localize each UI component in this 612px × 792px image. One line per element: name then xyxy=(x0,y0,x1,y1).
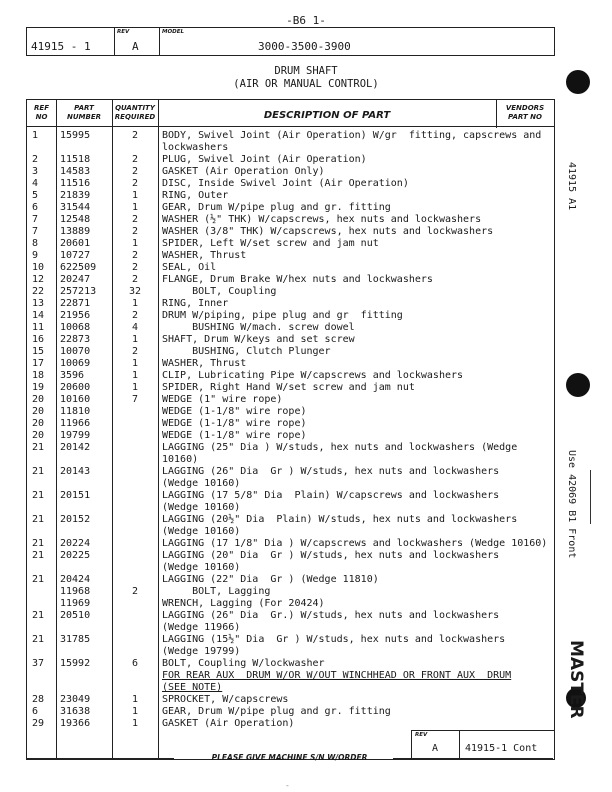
quantity: 2 xyxy=(131,274,139,285)
quantity: 2 xyxy=(131,130,139,141)
part-number: 11969 xyxy=(60,598,91,609)
col-quantity-required: QUANTITY REQUIRED xyxy=(114,104,156,121)
quantity: 1 xyxy=(131,718,139,729)
description: LAGGING (22" Dia Gr ) (Wedge 11810) xyxy=(162,574,379,585)
quantity: 2 xyxy=(131,166,139,177)
quantity: 1 xyxy=(131,202,139,213)
ref-no: 18 xyxy=(32,370,45,381)
description: SPIDER, Left W/set screw and jam nut xyxy=(162,238,379,249)
continued-note: 41915-1 Cont xyxy=(465,743,538,754)
description: WEDGE (1" wire rope) xyxy=(162,394,283,405)
page-title: DRUM SHAFT xyxy=(274,65,338,77)
footer-note: PLEASE GIVE MACHINE S/N W/ORDER xyxy=(211,753,368,762)
part-number: 20424 xyxy=(60,574,91,585)
side-note-use: Use 42069 B1 Front xyxy=(566,450,577,559)
margin-rule xyxy=(590,470,591,524)
description: LAGGING (26" Dia Gr.) W/studs, hex nuts and lockwashers (Wedge 11966) xyxy=(162,610,500,633)
ref-no: 9 xyxy=(32,250,39,261)
ref-no: 17 xyxy=(32,358,45,369)
description: BUSHING, Clutch Plunger xyxy=(162,346,331,357)
description: BOLT, Lagging xyxy=(162,586,271,597)
punch-hole xyxy=(566,373,590,397)
part-number: 21956 xyxy=(60,310,91,321)
description: BOLT, Coupling xyxy=(162,286,277,297)
description: BODY, Swivel Joint (Air Operation) W/gr fitting, capscrews and lockwashers xyxy=(162,130,542,153)
header-rev: A xyxy=(132,40,139,53)
description: LAGGING (20½" Dia Plain) W/studs, hex nuts and lockwashers (Wedge 10160) xyxy=(162,514,518,537)
ref-no: 11 xyxy=(32,322,45,333)
description: WASHER (½" THK) W/capscrews, hex nuts and lockwashers xyxy=(162,214,482,225)
col-ref-no: REF NO xyxy=(34,104,49,121)
part-number: 14583 xyxy=(60,166,91,177)
ref-no: 13 xyxy=(32,298,45,309)
ref-no: 21 xyxy=(32,550,45,561)
punch-hole xyxy=(566,70,590,94)
part-number: 10160 xyxy=(60,394,91,405)
description: WEDGE (1-1/8" wire rope) xyxy=(162,406,307,417)
quantity: 1 xyxy=(131,190,139,201)
description: PLUG, Swivel Joint (Air Operation) xyxy=(162,154,367,165)
quantity: 2 xyxy=(131,154,139,165)
part-number: 22871 xyxy=(60,298,91,309)
description: FOR REAR AUX DRUM W/OR W/OUT WINCHHEAD OR FRONT AUX DRUM (SEE NOTE) xyxy=(162,670,512,693)
scan-mark: - xyxy=(285,781,290,790)
part-number: 10069 xyxy=(60,358,91,369)
ref-no: 37 xyxy=(32,658,45,669)
description: GEAR, Drum W/pipe plug and gr. fitting xyxy=(162,706,391,717)
header-part-number: 41915 - 1 xyxy=(31,40,91,53)
part-number: 257213 xyxy=(60,286,97,297)
col-description: DESCRIPTION OF PART xyxy=(263,110,391,121)
description: GASKET (Air Operation Only) xyxy=(162,166,325,177)
ref-no: 20 xyxy=(32,418,45,429)
part-number: 20600 xyxy=(60,382,91,393)
description: WASHER (3/8" THK) W/capscrews, hex nuts and lockwashers xyxy=(162,226,494,237)
ref-no: 21 xyxy=(32,574,45,585)
header-box xyxy=(26,27,555,56)
description: LAGGING (26" Dia Gr ) W/studs, hex nuts and lockwashers (Wedge 10160) xyxy=(162,466,500,489)
ref-no: 21 xyxy=(32,610,45,621)
description: RING, Inner xyxy=(162,298,229,309)
ref-no: 1 xyxy=(32,130,39,141)
description: LAGGING (15½" Dia Gr ) W/studs, hex nuts and lockwashers (Wedge 19799) xyxy=(162,634,506,657)
part-number: 12548 xyxy=(60,214,91,225)
side-note-part-ref: 41915 A1 xyxy=(566,162,577,211)
ref-no: 21 xyxy=(32,634,45,645)
description: SPIDER, Right Hand W/set screw and jam nut xyxy=(162,382,415,393)
quantity: 1 xyxy=(131,370,139,381)
ref-no: 15 xyxy=(32,346,45,357)
ref-no: 7 xyxy=(32,214,39,225)
quantity: 1 xyxy=(131,358,139,369)
part-number: 10070 xyxy=(60,346,91,357)
ref-no: 7 xyxy=(32,226,39,237)
description: GEAR, Drum W/pipe plug and gr. fitting xyxy=(162,202,391,213)
description: DISC, Inside Swivel Joint (Air Operation) xyxy=(162,178,409,189)
quantity: 2 xyxy=(131,226,139,237)
description: BOLT, Coupling W/lockwasher xyxy=(162,658,325,669)
rev-label: REV xyxy=(117,29,130,35)
part-number-cell xyxy=(27,28,115,55)
ref-no: 21 xyxy=(32,442,45,453)
ref-no: 21 xyxy=(32,466,45,477)
part-number: 20601 xyxy=(60,238,91,249)
ref-no: 28 xyxy=(32,694,45,705)
table-header xyxy=(27,100,554,127)
ref-no: 8 xyxy=(32,238,39,249)
part-number: 23049 xyxy=(60,694,91,705)
master-stamp: MASTER xyxy=(566,640,586,719)
part-number: 22873 xyxy=(60,334,91,345)
quantity: 2 xyxy=(131,262,139,273)
description: GASKET (Air Operation) xyxy=(162,718,295,729)
quantity: 1 xyxy=(131,382,139,393)
part-number: 20224 xyxy=(60,538,91,549)
part-number: 10727 xyxy=(60,250,91,261)
description: DRUM W/piping, pipe plug and gr fitting xyxy=(162,310,403,321)
part-number: 20142 xyxy=(60,442,91,453)
quantity: 2 xyxy=(131,586,139,597)
description: WEDGE (1-1/8" wire rope) xyxy=(162,430,307,441)
ref-no: 5 xyxy=(32,190,39,201)
description: BUSHING W/mach. screw dowel xyxy=(162,322,355,333)
part-number: 3596 xyxy=(60,370,85,381)
part-number: 10068 xyxy=(60,322,91,333)
part-number: 20225 xyxy=(60,550,91,561)
ref-no: 21 xyxy=(32,538,45,549)
quantity: 1 xyxy=(131,298,139,309)
part-number: 21839 xyxy=(60,190,91,201)
ref-no: 14 xyxy=(32,310,45,321)
description: CLIP, Lubricating Pipe W/capscrews and lockwashers xyxy=(162,370,464,381)
ref-no: 12 xyxy=(32,274,45,285)
part-number: 19366 xyxy=(60,718,91,729)
description: RING, Outer xyxy=(162,190,229,201)
col-vendors-part-no: VENDORS PART NO xyxy=(505,104,545,121)
ref-no: 16 xyxy=(32,334,45,345)
part-number: 15995 xyxy=(60,130,91,141)
quantity: 6 xyxy=(131,658,139,669)
part-number: 622509 xyxy=(60,262,97,273)
part-number: 11518 xyxy=(60,154,91,165)
header-model: 3000-3500-3900 xyxy=(258,40,351,53)
footer xyxy=(26,753,553,763)
quantity: 4 xyxy=(131,322,139,333)
ref-no: 6 xyxy=(32,202,39,213)
part-number: 11966 xyxy=(60,418,91,429)
part-number: 20510 xyxy=(60,610,91,621)
ref-no: 19 xyxy=(32,382,45,393)
part-number: 31638 xyxy=(60,706,91,717)
ref-no: 10 xyxy=(32,262,45,273)
description: FLANGE, Drum Brake W/hex nuts and lockwashers xyxy=(162,274,433,285)
quantity: 32 xyxy=(128,286,142,297)
rev-cell xyxy=(114,28,160,55)
ref-no: 20 xyxy=(32,406,45,417)
quantity: 2 xyxy=(131,250,139,261)
description: SEAL, Oil xyxy=(162,262,217,273)
ref-no: 2 xyxy=(32,154,39,165)
ref-no: 29 xyxy=(32,718,45,729)
description: LAGGING (17 5/8" Dia Plain) W/capscrews and lockwashers (Wedge 10160) xyxy=(162,490,500,513)
quantity: 2 xyxy=(131,214,139,225)
ref-no: 6 xyxy=(32,706,39,717)
part-number: 20151 xyxy=(60,490,91,501)
description: WASHER, Thrust xyxy=(162,358,247,369)
description: WRENCH, Lagging (For 20424) xyxy=(162,598,325,609)
description: LAGGING (20" Dia Gr ) W/studs, hex nuts and lockwashers (Wedge 10160) xyxy=(162,550,500,573)
ref-no: 4 xyxy=(32,178,39,189)
part-number: 20152 xyxy=(60,514,91,525)
part-number: 20143 xyxy=(60,466,91,477)
ref-no: 21 xyxy=(32,490,45,501)
col-part-number: PART NUMBER xyxy=(66,104,101,121)
page-number: -B6 1- xyxy=(286,14,326,27)
description: LAGGING (25" Dia ) W/studs, hex nuts and lockwashers (Wedge 10160) xyxy=(162,442,518,465)
ref-no: 20 xyxy=(32,394,45,405)
quantity: 2 xyxy=(131,178,139,189)
ref-no: 3 xyxy=(32,166,39,177)
quantity: 2 xyxy=(131,346,139,357)
quantity: 2 xyxy=(131,310,139,321)
quantity: 1 xyxy=(131,706,139,717)
part-number: 20247 xyxy=(60,274,91,285)
part-number: 11810 xyxy=(60,406,91,417)
quantity: 1 xyxy=(131,334,139,345)
model-label: MODEL xyxy=(162,29,184,35)
description: SHAFT, Drum W/keys and set screw xyxy=(162,334,355,345)
part-number: 11968 xyxy=(60,586,91,597)
parts-table xyxy=(26,99,555,760)
part-number: 31544 xyxy=(60,202,91,213)
page-subtitle: (AIR OR MANUAL CONTROL) xyxy=(233,78,379,90)
quantity: 1 xyxy=(131,238,139,249)
part-number: 19799 xyxy=(60,430,91,441)
part-number: 13889 xyxy=(60,226,91,237)
part-number: 15992 xyxy=(60,658,91,669)
ref-no: 22 xyxy=(32,286,45,297)
ref-no: 21 xyxy=(32,514,45,525)
part-number: 31785 xyxy=(60,634,91,645)
quantity: 1 xyxy=(131,694,139,705)
ref-no: 20 xyxy=(32,430,45,441)
description: WASHER, Thrust xyxy=(162,250,247,261)
quantity: 7 xyxy=(131,394,139,405)
part-number: 11516 xyxy=(60,178,91,189)
description: WEDGE (1-1/8" wire rope) xyxy=(162,418,307,429)
description: LAGGING (17 1/8" Dia ) W/capscrews and lockwashers (Wedge 10160) xyxy=(162,538,548,549)
rev-box-rev: A xyxy=(432,743,439,754)
description: SPROCKET, W/capscrews xyxy=(162,694,289,705)
rev-box-label: REV xyxy=(415,732,428,738)
